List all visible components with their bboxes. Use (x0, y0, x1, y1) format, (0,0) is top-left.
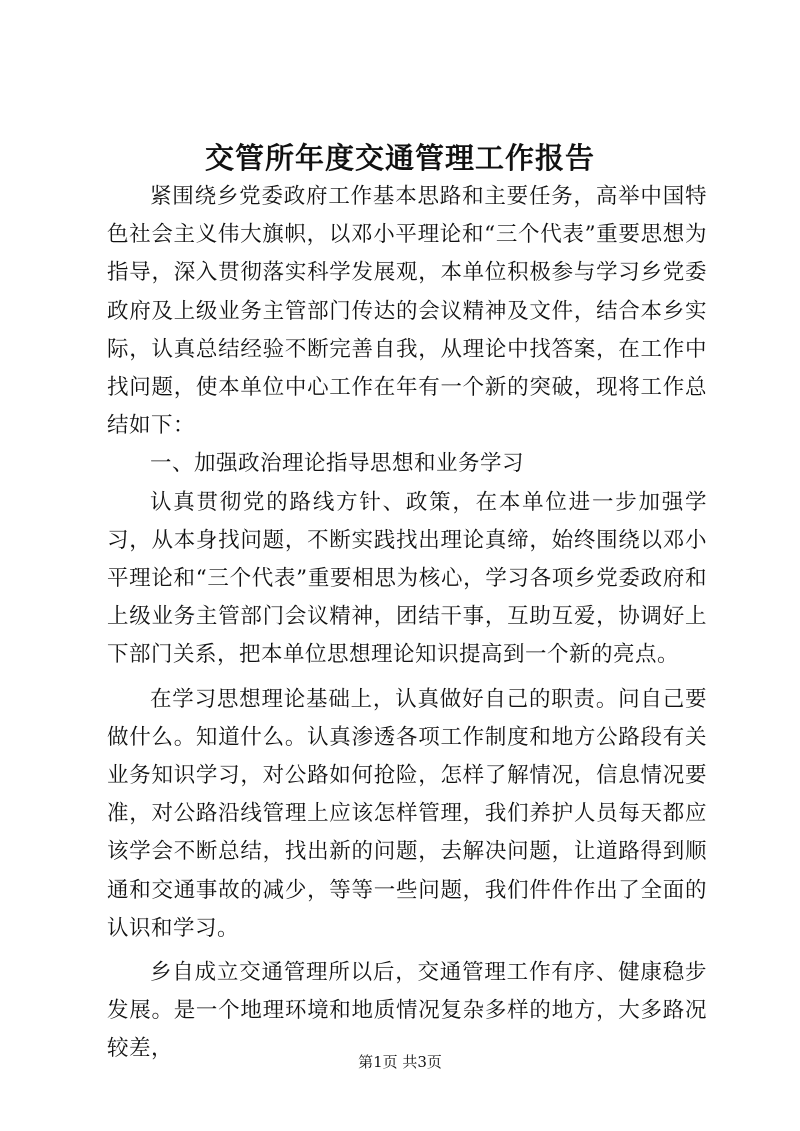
paragraph-theory-study: 认真贯彻党的路线方针、政策，在本单位进一步加强学习，从本身找问题，不断实践找出理论真缔，始终围绕以邓小平理论和“三个代表”重要相思为核心，学习各项乡党委政府和上级业务主管部门会议精神，团结干事，互助互爱，协调好上下部门关系，把本单位思想理论知识提高到一个新的亮点。 (107, 489, 707, 668)
paragraph-intro: 紧围绕乡党委政府工作基本思路和主要任务，高举中国特色社会主义伟大旗帜，以邓小平理论和“三个代表”重要思想为指导，深入贯彻落实科学发展观，本单位积极参与学习乡党委政府及上级业务主管部门传达的会议精神及文件，结合本乡实际，认真总结经验不断完善自我，从理论中找答案，在工作中找问题，使本单位中心工作在年有一个新的突破，现将工作总结如下： (107, 184, 707, 439)
paragraph-development: 乡自成立交通管理所以后，交通管理工作有序、健康稳步发展。是一个地理环境和地质情况复杂多样的地方，大多路况较差， (107, 960, 707, 1062)
page-footer: 第1页 共3页 (358, 1053, 442, 1071)
paragraph-duty: 在学习思想理论基础上，认真做好自己的职责。问自己要做什么。知道什么。认真渗透各项工作制度和地方公路段有关业务知识学习，对公路如何抢险，怎样了解情况，信息情况要准，对公路沿线管理上应该怎样管理，我们养护人员每天都应该学会不断总结，找出新的问题，去解决问题，让道路得到顺通和交通事故的减少，等等一些问题，我们件件作出了全面的认识和学习。 (107, 686, 707, 941)
document-body (107, 178, 707, 1069)
document-title: 交管所年度交通管理工作报告 (204, 141, 595, 175)
section-heading-1: 一、加强政治理论指导思想和业务学习 (150, 451, 525, 477)
